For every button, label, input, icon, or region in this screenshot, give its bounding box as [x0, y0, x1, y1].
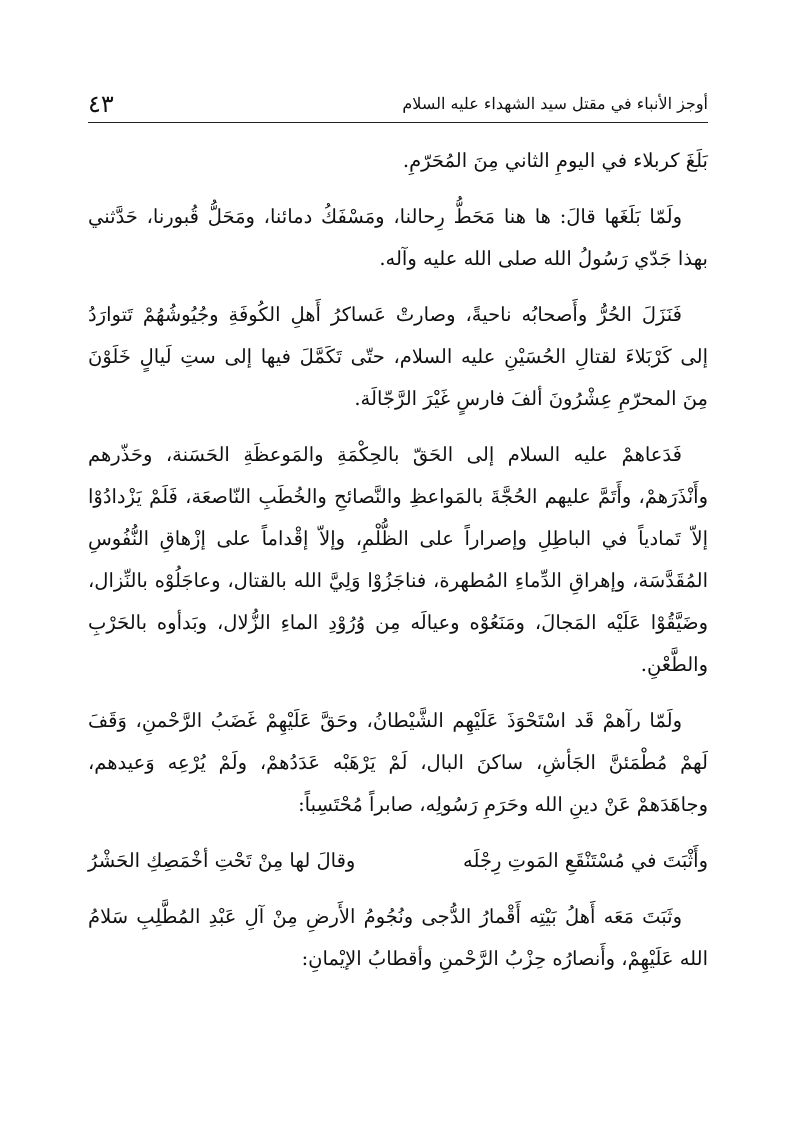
page-header — [88, 88, 708, 123]
paragraph-call-to-truth: فَدَعاهمْ عليه السلام إلى الحَقّ بالحِكْمَةِ والمَوعظَةِ الحَسَنة، وحَذّرهم وأَنْذَرَهمْ، وأَتَمَّ عليهم الحُجَّةَ بالمَواعظِ والنَّصائحِ والخُطَبِ النّاصعَة، فَلَمْ يَزْدادُوْا إلاّ تَمادياً في الباطِلِ وإصراراً على الظُّلْمِ، وإلاّ إقْداماً على إزْهاقِ النُّفُوسِ المُقَدَّسَة، وإهراقِ الدِّماءِ المُطهرة، فناجَزُوْا وَلِيَّ الله بالقتال، وعاجَلُوْه بالنِّزال، وضَيَّقُوْا عَلَيْه المَجالَ، ومَنَعُوْه وعيالَه مِن وُرُوْدِ الماءِ الزُّلال، وبَدأوه بالحَرْبِ والطَّعْنِ. — [88, 443, 708, 676]
paragraph-steadfastness: ولَمّا رآهمْ قَد اسْتَحْوَذَ عَلَيْهِم الشَّيْطانُ، وحَقَّ عَلَيْهِمْ غَضَبُ الرَّحْمنِ، وَقَفَ لَهمْ مُطْمَئنَّ الجَأشِ، ساكنَ البال، لَمْ يَرْهَبْه عَدَدُهمْ، ولَمْ يُرْعِه وَعيدهم، وجاهَدَهمْ عَنْ دينِ الله وحَرَمِ رَسُولِه، صابراً مُحْتَسِباً: — [88, 709, 708, 816]
page-number: ٤٣ — [88, 90, 114, 118]
verse-second-hemistich: وقالَ لها مِنْ تَحْتِ أخْمَصِكِ الحَشْرُ — [88, 849, 356, 872]
paragraph-arrival: بَلَغَ كربلاء في اليومِ الثاني مِنَ المُحَرّمِ. — [402, 149, 708, 172]
poetry-verse — [88, 840, 708, 882]
verse-first-hemistich: وأَثْبَتَ في مُسْتَنْقَعِ المَوتِ رِجْلَه — [463, 849, 708, 872]
page-body — [88, 140, 708, 994]
paragraph-armies: فَنَزَلَ الحُرُّ وأَصحابُه ناحيةً، وصارتْ عَساكرُ أَهلِ الكُوفَةِ وجُيُوشُهُمْ تَتوارَدُ إلى كَرْبَلاءَ لقتالِ الحُسَيْنِ عليه السلام، حتّى تَكَمَّلَ فيها إلى ستِ لَيالٍ خَلَوْنَ مِنَ المحرّمِ عِشْرُونَ ألفَ فارسٍ غَيْرَ الرَّجّالَة. — [88, 303, 708, 410]
paragraph-companions: وثَبَتَ مَعَه أَهلُ بَيْتِه أَقْمارُ الدُّجى ونُجُومُ الأَرضِ مِنْ آلِ عَبْدِ المُطَّلِبِ سَلامُ الله عَلَيْهِمْ، وأَنصارُه حِزْبُ الرَّحْمنِ وأقطابُ الإيْمانِ: — [88, 905, 708, 970]
running-title: أوجز الأنباء في مقتل سيد الشهداء عليه السلام — [402, 94, 708, 113]
paragraph-speech: ولَمّا بَلَغَها قالَ: ها هنا مَحَطُّ رِحالنا، ومَسْفَكُ دمائنا، ومَحَلُّ قُبورنا، حَدَّثني بهذا جَدّي رَسُولُ الله صلى الله عليه وآله. — [88, 205, 708, 270]
